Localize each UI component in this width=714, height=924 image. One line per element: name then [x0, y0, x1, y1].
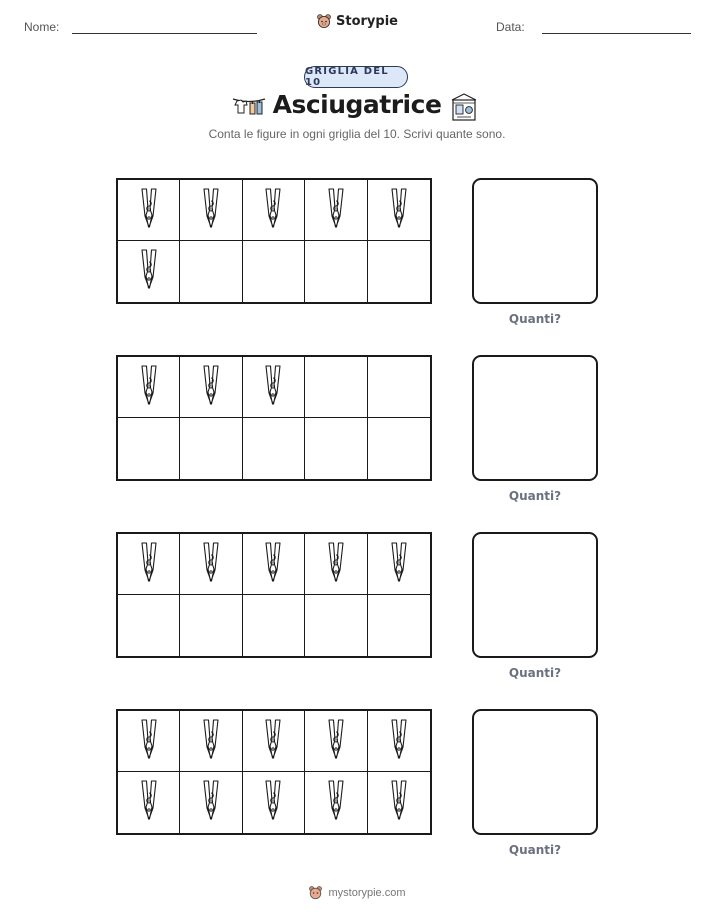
answer-label-1: Quanti?: [508, 312, 562, 326]
clothespin-icon: [264, 365, 282, 410]
storypie-bear-icon: [316, 13, 332, 29]
ten-frame-cell: [180, 418, 242, 479]
ten-frame-cell: [180, 241, 242, 302]
instructions: Conta le figure in ogni griglia del 10. Scrivi quante sono.: [208, 127, 506, 141]
clothespin-icon: [390, 780, 408, 825]
clothespin-icon: [264, 719, 282, 764]
clothespin-icon: [140, 365, 158, 410]
ten-frame-cell: [118, 418, 180, 479]
ten-frame-cell: [368, 241, 430, 302]
clothespin-icon: [264, 542, 282, 587]
ten-frame-cell: [180, 595, 242, 656]
ten-frame-cell: [305, 595, 367, 656]
ten-frame-cell: [305, 772, 367, 833]
clothespin-icon: [327, 719, 345, 764]
date-line[interactable]: [542, 33, 691, 34]
clothespin-icon: [327, 780, 345, 825]
washing-machine-icon: [449, 93, 479, 121]
clothespin-icon: [202, 542, 220, 587]
clothespin-icon: [390, 542, 408, 587]
ten-frame-cell: [305, 357, 367, 418]
ten-frame-cell: [118, 595, 180, 656]
ten-frame-cell: [243, 418, 305, 479]
ten-frame-cell: [118, 180, 180, 241]
ten-frame-cell: [243, 180, 305, 241]
clothespin-icon: [140, 780, 158, 825]
worksheet-title: Asciugatrice: [272, 90, 442, 119]
ten-frame-1: [116, 178, 432, 304]
ten-frame-2: [116, 355, 432, 481]
ten-frame-cell: [243, 711, 305, 772]
clothespin-icon: [390, 188, 408, 233]
brand-logo: [0, 13, 714, 29]
ten-frame-cell: [180, 357, 242, 418]
ten-frame-cell: [243, 357, 305, 418]
ten-frame-cell: [243, 534, 305, 595]
answer-box-1[interactable]: [472, 178, 598, 304]
ten-frame-cell: [118, 711, 180, 772]
ten-frame-cell: [305, 534, 367, 595]
worksheet-type-badge: GRIGLIA DEL 10: [304, 66, 408, 88]
clothespin-icon: [390, 719, 408, 764]
clothespin-icon: [140, 188, 158, 233]
clothespin-icon: [327, 542, 345, 587]
ten-frame-cell: [118, 241, 180, 302]
ten-frame-cell: [180, 711, 242, 772]
ten-frame-cell: [305, 180, 367, 241]
name-line[interactable]: [72, 33, 257, 34]
clothespin-icon: [202, 188, 220, 233]
ten-frame-cell: [180, 772, 242, 833]
ten-frame-cell: [305, 711, 367, 772]
date-label: Data:: [496, 20, 525, 34]
ten-frame-cell: [243, 772, 305, 833]
ten-frame-cell: [180, 180, 242, 241]
ten-frame-cell: [368, 772, 430, 833]
footer-url: mystorypie.com: [328, 886, 406, 899]
clothespin-icon: [264, 188, 282, 233]
ten-frame-3: [116, 532, 432, 658]
clothespin-icon: [140, 249, 158, 294]
ten-frame-cell: [180, 534, 242, 595]
answer-label-4: Quanti?: [508, 843, 562, 857]
ten-frame-cell: [368, 180, 430, 241]
ten-frame-cell: [368, 418, 430, 479]
answer-label-2: Quanti?: [508, 489, 562, 503]
answer-box-2[interactable]: [472, 355, 598, 481]
ten-frame-4: [116, 709, 432, 835]
name-label: Nome:: [24, 20, 60, 34]
brand-name: Storypie: [336, 13, 398, 29]
clothespin-icon: [202, 365, 220, 410]
ten-frame-cell: [368, 534, 430, 595]
ten-frame-cell: [118, 772, 180, 833]
answer-box-3[interactable]: [472, 532, 598, 658]
ten-frame-cell: [243, 241, 305, 302]
storypie-bear-icon: [308, 885, 323, 900]
ten-frame-cell: [305, 418, 367, 479]
clothespin-icon: [202, 719, 220, 764]
answer-box-4[interactable]: [472, 709, 598, 835]
ten-frame-cell: [368, 595, 430, 656]
ten-frame-cell: [305, 241, 367, 302]
ten-frame-cell: [118, 357, 180, 418]
clothespin-icon: [264, 780, 282, 825]
clothespin-icon: [202, 780, 220, 825]
answer-label-3: Quanti?: [508, 666, 562, 680]
ten-frame-cell: [118, 534, 180, 595]
ten-frame-cell: [368, 357, 430, 418]
clothespin-icon: [140, 542, 158, 587]
ten-frame-cell: [243, 595, 305, 656]
clothespin-icon: [327, 188, 345, 233]
clothespin-icon: [140, 719, 158, 764]
footer: [0, 885, 714, 900]
ten-frame-cell: [368, 711, 430, 772]
